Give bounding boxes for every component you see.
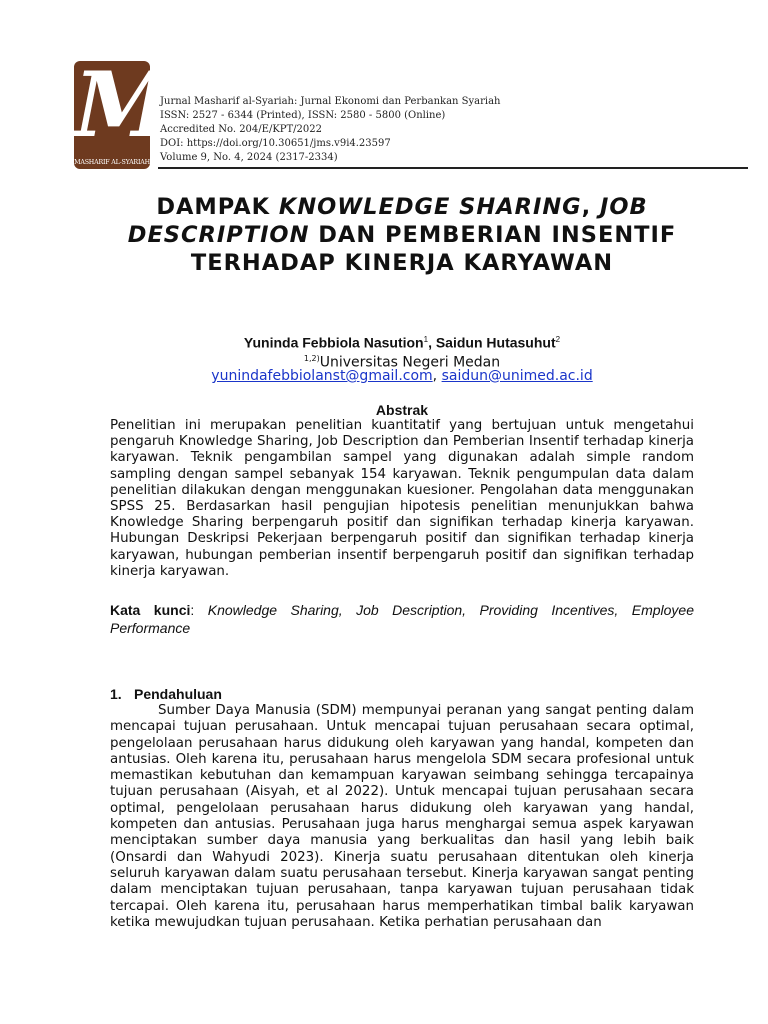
section-number: 1. (110, 686, 122, 702)
title-part-1: DAMPAK (156, 194, 279, 220)
author-line (110, 331, 694, 352)
author-2-sup: 2 (555, 335, 561, 344)
author-1: Yuninda Febbiola Nasution (243, 334, 424, 351)
email-link-1[interactable]: yunindafebbiolanst@gmail.com (211, 368, 433, 384)
keywords-colon: : (190, 602, 208, 618)
journal-doi[interactable]: DOI: https://doi.org/10.30651/jms.v9i4.23597 (160, 138, 391, 149)
keywords-label: Kata kunci (110, 602, 191, 618)
title-italic-2: JOB DESCRIPTION (127, 194, 648, 248)
logo-caption: MASHARIF AL-SYARIAH (74, 159, 150, 166)
keywords (110, 602, 694, 637)
email-separator: , (432, 368, 442, 384)
journal-accreditation: Accredited No. 204/E/KPT/2022 (160, 124, 323, 135)
author-2: Saidun Hutasuhut (435, 334, 556, 351)
email-link-2[interactable]: saidun@unimed.ac.id (441, 368, 593, 384)
journal-volume: Volume 9, No. 4, 2024 (2317-2334) (160, 152, 338, 163)
journal-issn: ISSN: 2527 - 6344 (Printed), ISSN: 2580 - 5800 (Online) (160, 110, 446, 121)
author-1-sup: 1 (423, 335, 429, 344)
logo-letter: M (74, 52, 174, 158)
journal-logo (74, 52, 174, 169)
affiliation-sup: 1,2) (303, 354, 320, 363)
section-body: Sumber Daya Manusia (SDM) mempunyai peranan yang sangat penting dalam mencapai tujuan perusahaan. Untuk mencapai tujuan perusahaan secara optimal, pengelolaan perusahaan harus didukung oleh karyawan yang handal, kompeten dan antusias. Oleh karena itu, perusahaan harus mengelola SDM secara profesional untuk memastikan kebutuhan dan kemampuan karyawan seimbang sehingga tercapainya tujuan perusahaan (Aisyah, et al 2022). Untuk mencapai tujuan perusahaan secara optimal, pengelolaan perusahaan harus didukung oleh karyawan yang handal, kompeten dan antusias. Perusahaan juga harus menghargai semua aspek karyawan menciptakan sumber daya manusia yang berkualitas dan hasil yang lebih baik (Onsardi dan Wahyudi 2023). Kinerja suatu perusahaan ditentukan oleh kinerja seluruh karyawan dalam suatu perusahaan tersebut. Kinerja karyawan sangat penting dalam menciptakan tujuan perusahaan, tanpa karyawan tujuan perusahaan tidak tercapai. Oleh karena itu, perusahaan harus memperhatikan timbal balik karyawan ketika mewujudkan tujuan perusahaan. Ketika perhatian perusahaan dan (110, 703, 694, 930)
affiliation: Universitas Negeri Medan (319, 354, 501, 371)
title-part-3: DAN PEMBERIAN INSENTIF TERHADAP KINERJA KARYAWAN (190, 222, 677, 276)
email-line (110, 368, 694, 385)
journal-name: Jurnal Masharif al-Syariah: Jurnal Ekonomi dan Perbankan Syariah (160, 96, 501, 107)
title-italic-1: KNOWLEDGE SHARING (278, 194, 582, 220)
author-separator: , (428, 334, 436, 351)
abstract-text: Penelitian ini merupakan penelitian kuantitatif yang bertujuan untuk mengetahui pengaruh Knowledge Sharing, Job Description dan Pemberian Insentif terhadap kinerja karyawan. Teknik pengambilan sampel yang digunakan adalah simple random sampling dengan sampel sebanyak 154 karyawan. Teknik pengumpulan data dalam penelitian dilakukan dengan menggunakan kuesioner. Pengolahan data menggunakan SPSS 25. Berdasarkan hasil pengujian hipotesis penelitian menunjukkan bahwa Knowledge Sharing berpengaruh positif dan signifikan terhadap kinerja karyawan. Hubungan Deskripsi Pekerjaan berpengaruh positif dan signifikan terhadap kinerja karyawan, hubungan pemberian insentif berpengaruh positif dan signifikan terhadap kinerja karyawan. (110, 418, 694, 579)
header-divider (158, 167, 748, 169)
paper-title (110, 193, 694, 277)
title-part-2: , (581, 194, 601, 220)
journal-header (160, 95, 680, 165)
section-heading (110, 686, 694, 703)
abstract-heading: Abstrak (375, 402, 429, 418)
keywords-text: Knowledge Sharing, Job Description, Providing Incentives, Employee Performance (110, 602, 694, 636)
section-title: Pendahuluan (134, 686, 222, 702)
